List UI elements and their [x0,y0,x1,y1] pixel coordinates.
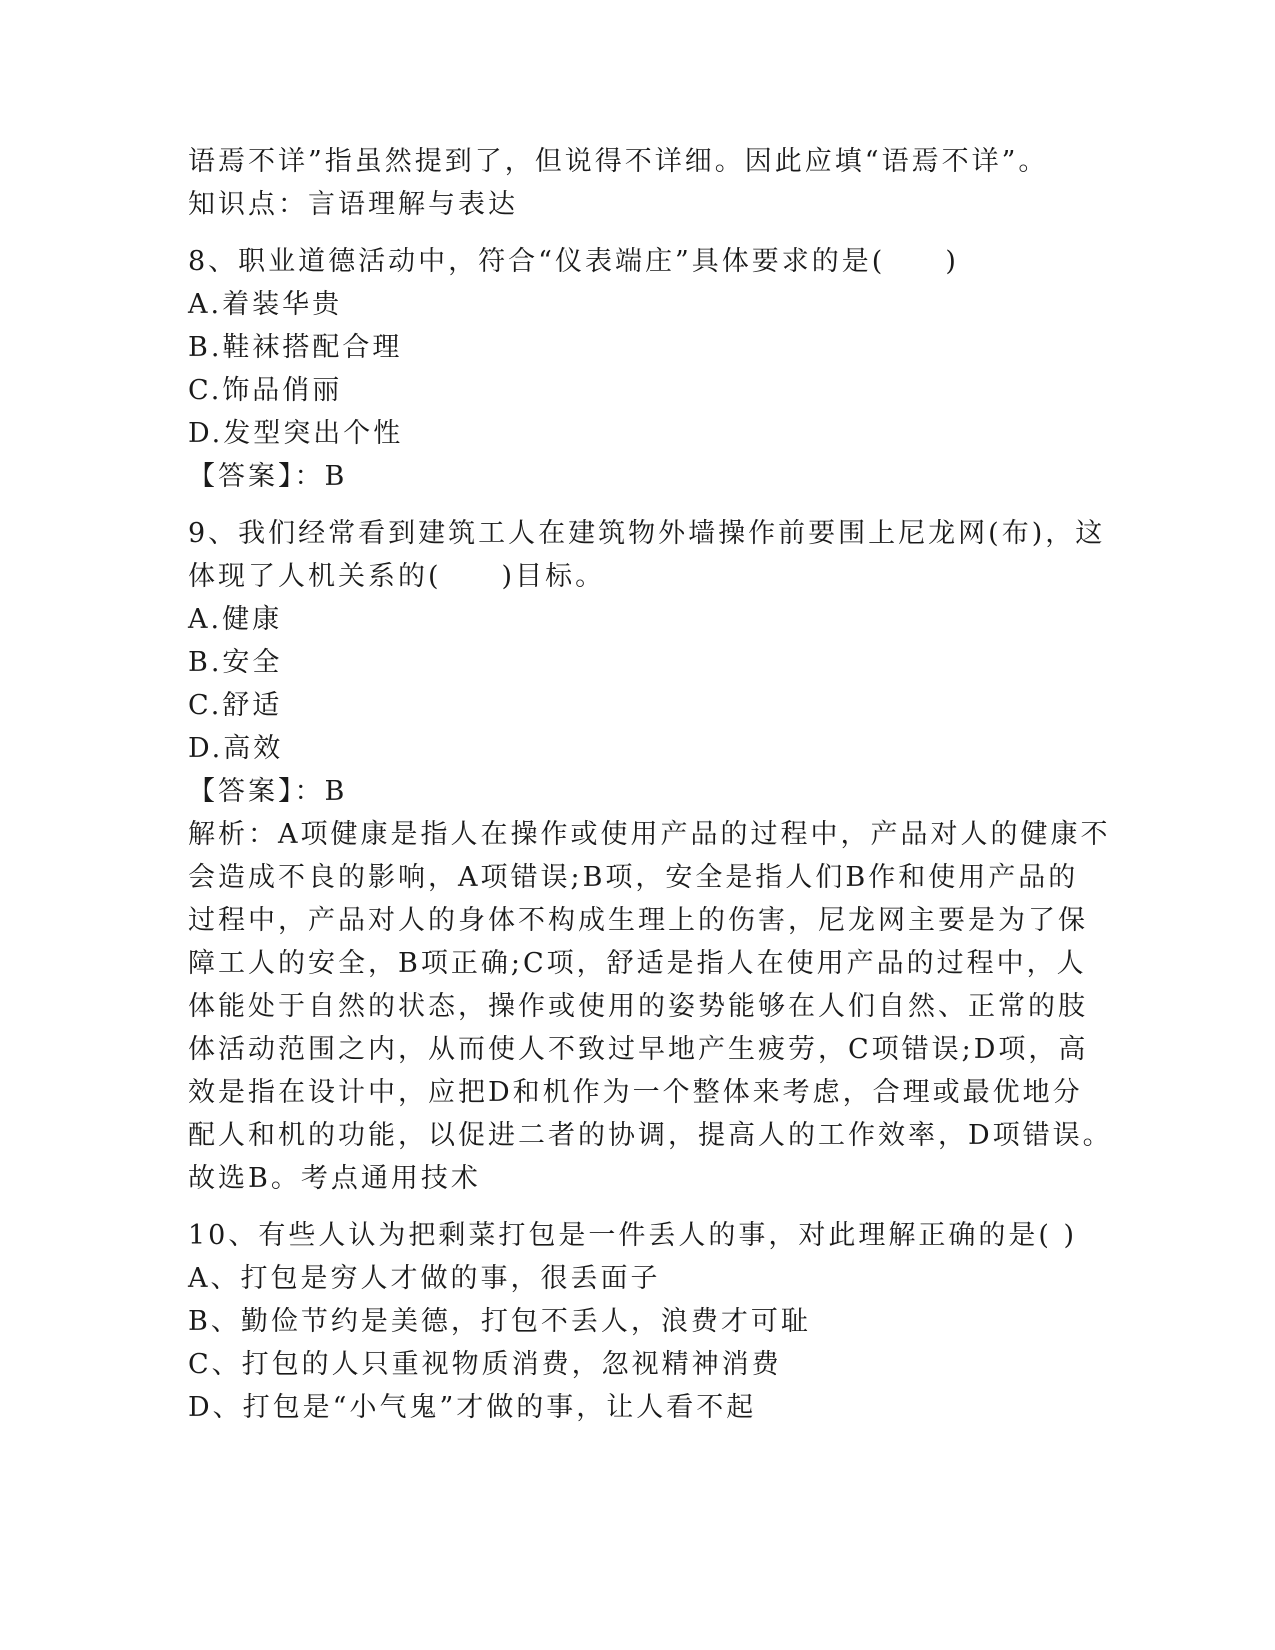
option-b: B.鞋袜搭配合理 [188,332,403,363]
answer: 【答案】：B [188,461,348,492]
option-a: A、打包是穷人才做的事，很丢面子 [188,1263,661,1294]
analysis-line: 配人和机的功能，以促进二者的协调，提高人的工作效率，D项错误。 [188,1120,1113,1151]
analysis-line: 过程中，产品对人的身体不构成生理上的伤害，尼龙网主要是为了保 [188,905,1088,936]
intro-line: 语焉不详”指虽然提到了，但说得不详细。因此应填“语焉不详”。 [188,146,1049,177]
option-c: C.舒适 [188,690,283,721]
question-8 [188,240,1088,498]
question-stem: 9、我们经常看到建筑工人在建筑物外墙操作前要围上尼龙网(布)，这 [188,518,1106,549]
analysis-line: 会造成不良的影响，A项错误;B项，安全是指人们B作和使用产品的 [188,862,1079,893]
option-b: B.安全 [188,647,283,678]
question-stem: 体现了人机关系的( )目标。 [188,561,606,592]
option-a: A.着装华贵 [188,289,343,320]
answer: 【答案】：B [188,776,348,807]
option-d: D、打包是“小气鬼”才做的事，让人看不起 [188,1392,757,1423]
question-stem: 8、职业道德活动中，符合“仪表端庄”具体要求的是( ) [188,246,959,277]
option-a: A.健康 [188,604,283,635]
question-9 [188,512,1113,1200]
option-d: D.发型突出个性 [188,418,404,449]
analysis-line: 效是指在设计中，应把D和机作为一个整体来考虑，合理或最优地分 [188,1077,1083,1108]
option-b: B、勤俭节约是美德，打包不丢人，浪费才可耻 [188,1306,811,1337]
option-c: C、打包的人只重视物质消费，忽视精神消费 [188,1349,782,1380]
document-page [188,140,1113,1429]
option-c: C.饰品俏丽 [188,375,343,406]
analysis-line: 故选B。考点通用技术 [188,1163,481,1194]
analysis-line: 体活动范围之内，从而使人不致过早地产生疲劳，C项错误;D项，高 [188,1034,1089,1065]
analysis [188,813,1113,1200]
knowledge-point: 知识点：言语理解与表达 [188,189,518,220]
intro-block [188,140,1088,226]
option-d: D.高效 [188,733,284,764]
analysis-line: 解析：A项健康是指人在操作或使用产品的过程中，产品对人的健康不 [188,819,1111,850]
question-10 [188,1214,1088,1429]
analysis-line: 障工人的安全，B项正确;C项，舒适是指人在使用产品的过程中，人 [188,948,1087,979]
analysis-line: 体能处于自然的状态，操作或使用的姿势能够在人们自然、正常的肢 [188,991,1088,1022]
question-stem: 10、有些人认为把剩菜打包是一件丢人的事，对此理解正确的是( ) [188,1220,1078,1251]
